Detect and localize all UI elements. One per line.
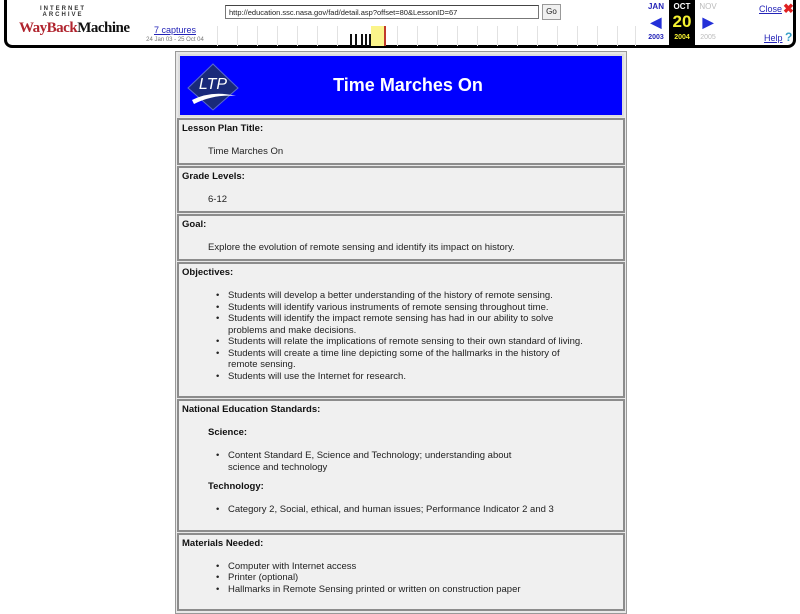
objectives-section: [177, 262, 625, 398]
close-link[interactable]: Close: [759, 4, 783, 14]
timeline-tick: [437, 26, 438, 46]
timeline-tick: [237, 26, 238, 46]
prev-arrow-icon[interactable]: ◀: [650, 14, 662, 30]
timeline-tick: [457, 26, 458, 46]
page-title: Time Marches On: [333, 75, 483, 95]
science-standards-list: [182, 450, 619, 473]
capture-mark[interactable]: [350, 34, 352, 46]
timeline-tick: [397, 26, 398, 46]
technology-standards-list: [182, 504, 619, 516]
timeline-tick: [517, 26, 518, 46]
captures-link[interactable]: 7 captures: [153, 25, 197, 35]
lesson-plan-table: [175, 51, 627, 614]
goal-section: [177, 214, 625, 261]
list-item: • Students will develop a better understanding of the history of remote sensing.: [228, 290, 607, 302]
list-item: • Computer with Internet access: [228, 561, 619, 573]
svg-text:LTP: LTP: [198, 76, 228, 93]
timeline-tick: [617, 26, 618, 46]
prev-month[interactable]: JAN: [647, 2, 664, 11]
captures-date-range: 24 Jan 03 - 25 Oct 04: [146, 37, 204, 43]
wayback-logo[interactable]: [19, 6, 130, 40]
lesson-title-value: Time Marches On: [208, 146, 284, 157]
help-icon[interactable]: ?: [785, 30, 793, 44]
timeline-tick: [597, 26, 598, 46]
current-day: 20: [672, 12, 692, 31]
list-item: • Content Standard E, Science and Technology; understanding about science and technology: [228, 450, 539, 473]
materials-heading: Materials Needed:: [182, 537, 264, 549]
science-subheading: Science:: [208, 427, 248, 438]
current-capture-marker: [384, 26, 386, 46]
timeline-current-year-highlight: [371, 26, 385, 46]
wayback-machine-wordmark: WayBackMachine: [19, 20, 130, 36]
capture-calendar: [643, 0, 721, 45]
current-month: OCT: [673, 2, 691, 11]
timeline-tick: [317, 26, 318, 46]
timeline-tick: [337, 26, 338, 46]
grade-levels-section: [177, 166, 625, 213]
list-item: • Students will relate the implications of remote sensing to their own standard of living.: [228, 336, 607, 348]
timeline-tick: [217, 26, 218, 46]
prev-year[interactable]: 2003: [648, 34, 664, 41]
help-link[interactable]: Help: [764, 33, 783, 43]
timeline-tick: [497, 26, 498, 46]
list-item: • Category 2, Social, ethical, and human issues; Performance Indicator 2 and 3: [228, 504, 619, 516]
capture-mark[interactable]: [355, 34, 357, 46]
current-year: 2004: [674, 34, 690, 41]
goal-heading: Goal:: [182, 219, 207, 230]
technology-subheading: Technology:: [208, 481, 264, 492]
page-banner: [178, 54, 624, 117]
timeline-tick: [477, 26, 478, 46]
goal-value: Explore the evolution of remote sensing and identify its impact on history.: [208, 242, 515, 253]
capture-mark[interactable]: [365, 34, 367, 46]
url-input[interactable]: http://education.ssc.nasa.gov/fad/detail.asp?offset=80&LessonID=67: [225, 5, 539, 19]
timeline-tick: [297, 26, 298, 46]
capture-timeline[interactable]: [215, 24, 635, 46]
materials-section: [177, 533, 625, 612]
close-icon[interactable]: ✖: [783, 1, 794, 16]
list-item: • Students will create a time line depicting some of the hallmarks in the history of remote sensing.: [228, 348, 607, 371]
next-year: 2005: [700, 34, 716, 41]
next-month: NOV: [699, 2, 717, 11]
timeline-tick: [417, 26, 418, 46]
list-item: • Students will identify various instruments of remote sensing throughout time.: [228, 302, 607, 314]
timeline-tick: [257, 26, 258, 46]
list-item: • Students will identify the impact remote sensing has had in our ability to solve problems and make decisions.: [228, 313, 607, 336]
timeline-tick: [635, 26, 636, 46]
objectives-heading: Objectives:: [182, 267, 234, 278]
timeline-tick: [557, 26, 558, 46]
list-item: • Printer (optional): [228, 572, 619, 584]
next-capture[interactable]: [695, 0, 721, 45]
capture-mark[interactable]: [361, 34, 363, 46]
internet-archive-label: INTERNET ARCHIVE: [40, 6, 86, 18]
lesson-title-heading: Lesson Plan Title:: [182, 123, 264, 134]
capture-mark[interactable]: [369, 34, 371, 46]
wayback-toolbar: [4, 0, 796, 48]
grade-levels-heading: Grade Levels:: [182, 171, 245, 182]
timeline-tick: [277, 26, 278, 46]
grade-levels-value: 6-12: [208, 194, 228, 205]
previous-capture[interactable]: [643, 0, 669, 45]
list-item: • Hallmarks in Remote Sensing printed or written on construction paper: [228, 584, 619, 596]
timeline-tick: [537, 26, 538, 46]
objectives-list: [182, 290, 619, 382]
current-capture: [669, 0, 695, 45]
standards-heading: National Education Standards:: [182, 404, 321, 415]
timeline-tick: [577, 26, 578, 46]
standards-section: [177, 399, 625, 532]
captures-info: [137, 25, 213, 43]
list-item: • Students will use the Internet for research.: [228, 371, 607, 383]
materials-list: [182, 561, 619, 596]
next-arrow-icon[interactable]: ▶: [702, 14, 714, 30]
lesson-title-section: [177, 118, 625, 165]
go-button[interactable]: Go: [542, 4, 561, 20]
